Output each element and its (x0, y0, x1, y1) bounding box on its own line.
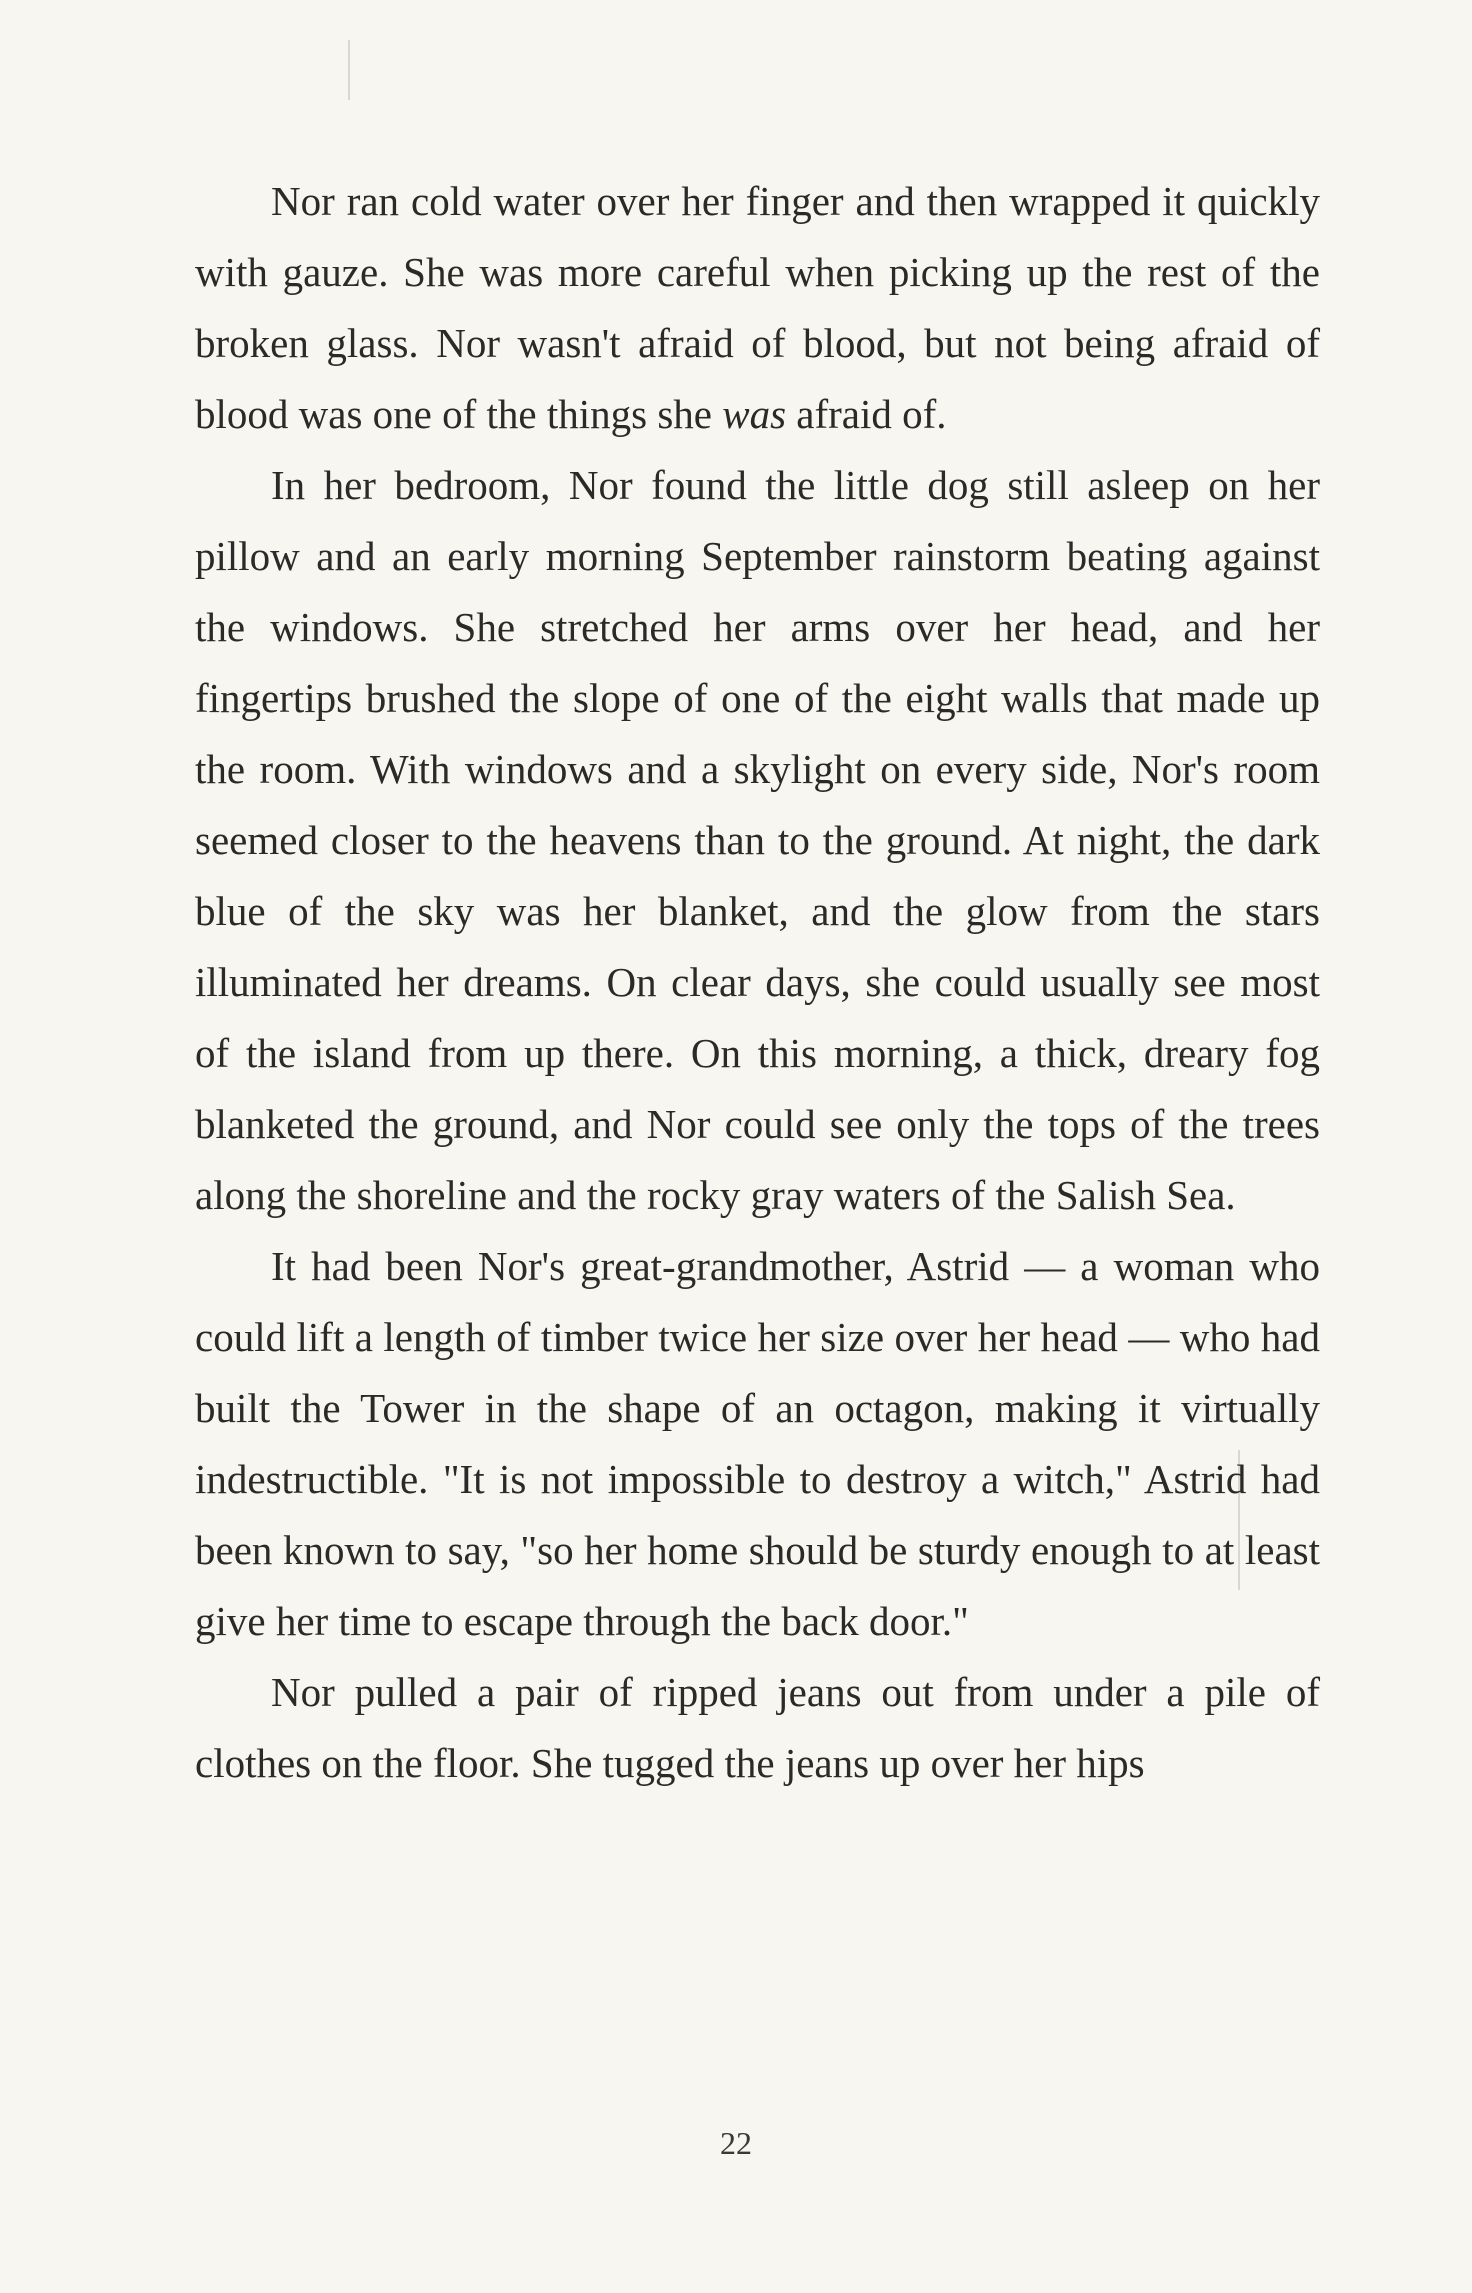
page-number: 22 (720, 2125, 752, 2161)
emphasis-word: was (722, 391, 787, 437)
paragraph-1: Nor ran cold water over her finger and then wrapped it quickly with gauze. She was more careful when picking up the rest of the broken glass. Nor wasn't afraid of blood, but not being afraid of blood was one of the things she was afraid of. (195, 178, 1320, 437)
paragraph-2: In her bedroom, Nor found the little dog still asleep on her pillow and an early morning September rainstorm beating against the windows. She stretched her arms over her head, and her fingertips brushed the slope of one of the eight walls that made up the room. With windows and a skylight on every side, Nor's room seemed closer to the heavens than to the ground. At night, the dark blue of the sky was her blanket, and the glow from the stars illuminated her dreams. On clear days, she could usually see most of the island from up there. On this morning, a thick, dreary fog blanketed the ground, and Nor could see only the tops of the trees along the shoreline and the rocky gray waters of the Salish Sea. (195, 462, 1320, 1218)
body-text (195, 166, 1320, 1799)
paragraph-3: It had been Nor's great-grandmother, Astrid — a woman who could lift a length of timber twice her size over her head — who had built the Tower in the shape of an octagon, making it virtually indestructible. "It is not impossible to destroy a witch," Astrid had been known to say, "so her home should be sturdy enough to at least give her time to escape through the back door." (195, 1243, 1320, 1644)
scan-crease-mark (348, 40, 350, 100)
paragraph-4: Nor pulled a pair of ripped jeans out from under a pile of clothes on the floor. She tugged the jeans up over her hips (195, 1669, 1320, 1786)
